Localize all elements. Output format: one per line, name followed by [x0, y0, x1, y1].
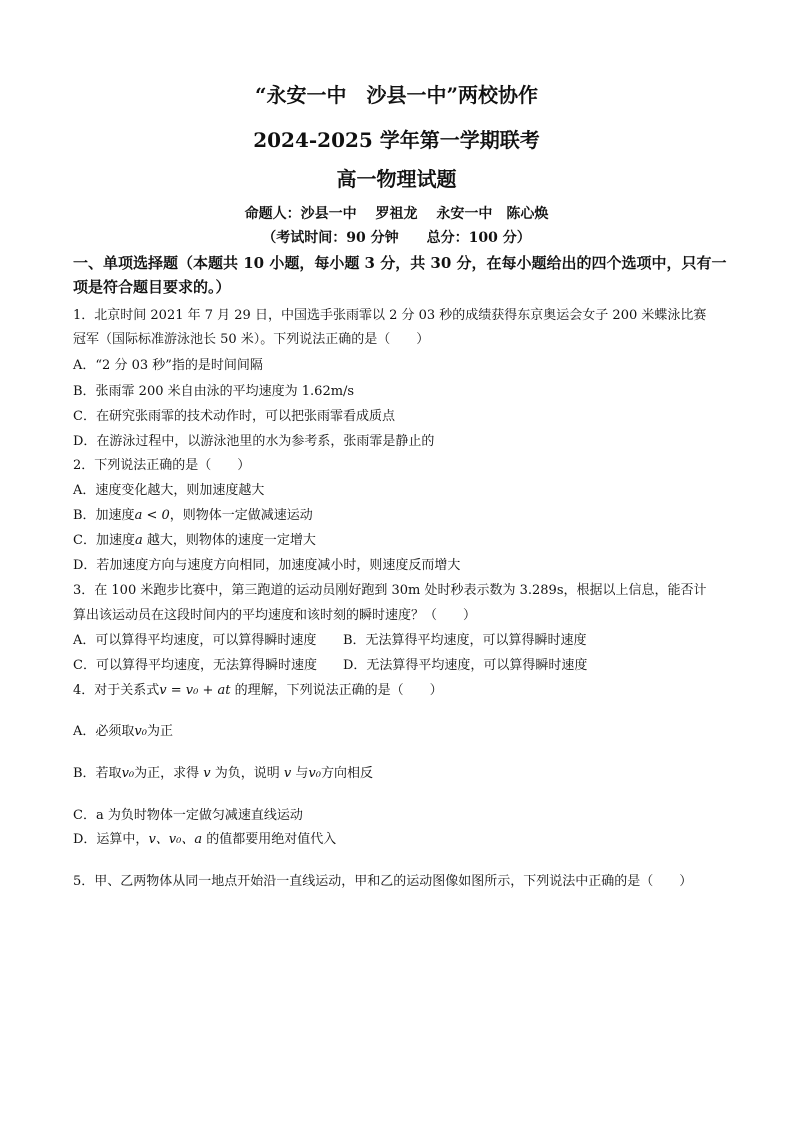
q4-option-a-prefix: A．必须取: [73, 724, 135, 739]
q3-option-a: A．可以算得平均速度，可以算得瞬时速度: [73, 633, 317, 648]
q5-stem: 5．甲、乙两物体从同一地点开始沿一直线运动，甲和乙的运动图像如图所示，下列说法中正确的是（ ）: [73, 874, 693, 889]
q4-option-d: [73, 828, 336, 847]
q2-stem: 2．下列说法正确的是（ ）: [73, 458, 251, 473]
q1-option-b: B．张雨霏 200 米自由泳的平均速度为 1.62m/s: [73, 384, 355, 399]
q1-option-a: A．“2 分 03 秒”指的是时间间隔: [73, 358, 263, 373]
q1-option-c: C．在研究张雨霏的技术动作时，可以把张雨霏看成质点: [73, 409, 395, 424]
q2-option-b: [73, 504, 313, 523]
q3-option-c: C．可以算得平均速度，无法算得瞬时速度: [73, 658, 317, 673]
exam-title-schools: “永安一中 沙县一中”两校协作: [254, 83, 538, 107]
q2-option-b-suffix: ，则物体一定做减速运动: [169, 508, 313, 523]
q2-option-c-var: a: [134, 533, 143, 548]
q4-option-b-mid3: 与: [291, 766, 309, 781]
exam-title-term: 2024-2025 学年第一学期联考: [253, 128, 540, 152]
q4-stem-prefix: 4．对于关系式: [73, 683, 160, 698]
q4-option-d-vars: v、v₀、a: [148, 832, 203, 847]
exam-title-subject: 高一物理试题: [336, 167, 457, 191]
q4-stem-suffix: 的理解，下列说法正确的是（ ）: [230, 683, 443, 698]
q4-stem: [73, 679, 443, 698]
exam-info: （考试时间：90 分钟 总分：100 分）: [262, 230, 531, 246]
q2-option-c-prefix: C．加速度: [73, 533, 135, 548]
q4-option-b-v: v: [203, 766, 211, 781]
q2-option-b-math: a < 0: [134, 508, 170, 523]
q3-stem-line1: 3．在 100 米跑步比赛中，第三跑道的运动员刚好跑到 30m 处时秒表示数为 3.289s，根据以上信息，能否计: [73, 583, 707, 598]
q1-stem-line2: 冠军（国际标准游泳池长 50 米）。下列说法正确的是（ ）: [73, 332, 430, 347]
q1-option-d: D．在游泳过程中，以游泳池里的水为参考系，张雨霏是静止的: [73, 434, 435, 449]
exam-authors: 命题人：沙县一中 罗祖龙 永安一中 陈心焕: [244, 206, 549, 222]
q4-option-d-suffix: 的值都要用绝对值代入: [202, 832, 337, 847]
q4-option-c: C．a 为负时物体一定做匀减速直线运动: [73, 808, 303, 823]
q4-option-b-v0: v₀: [121, 766, 135, 781]
q4-option-b-prefix: B．若取: [73, 766, 122, 781]
q4-option-b-mid1: 为正，求得: [134, 766, 204, 781]
q4-option-a: [73, 720, 173, 739]
q3-stem-line2: 算出该运动员在这段时间内的平均速度和该时刻的瞬时速度？（ ）: [73, 608, 477, 623]
q1-stem-line1: 1．北京时间 2021 年 7 月 29 日，中国选手张雨霏以 2 分 03 秒的成绩获得东京奥运会女子 200 米蝶泳比赛: [73, 308, 707, 323]
q4-option-b-v0-2: v₀: [308, 766, 321, 781]
q2-option-c-suffix: 越大，则物体的速度一定增大: [142, 533, 316, 548]
q4-option-b: [73, 762, 373, 781]
q2-option-b-prefix: B．加速度: [73, 508, 135, 523]
q4-option-d-prefix: D．运算中，: [73, 832, 149, 847]
q4-option-b-suffix: 方向相反: [320, 766, 373, 781]
q3-options-row1: [73, 629, 587, 648]
q4-option-b-mid2: 为负，说明: [210, 766, 284, 781]
q4-formula: v = v₀ + at: [159, 683, 231, 698]
q4-option-a-v0: v₀: [134, 724, 147, 739]
q2-option-a: A．速度变化越大，则加速度越大: [73, 483, 265, 498]
q4-option-a-suffix: 为正: [146, 724, 173, 739]
q3-option-b: B．无法算得平均速度，可以算得瞬时速度: [343, 633, 587, 648]
section-heading: 一、单项选择题（本题共 10 小题，每小题 3 分，共 30 分，在每小题给出的四个选项中，只有一项是符合题目要求的。）: [73, 254, 727, 296]
q2-option-c: [73, 529, 316, 548]
q3-options-row2: [73, 654, 587, 673]
q2-option-d: D．若加速度方向与速度方向相同，加速度减小时，则速度反而增大: [73, 558, 461, 573]
q3-option-d: D．无法算得平均速度，可以算得瞬时速度: [343, 658, 588, 673]
q4-option-b-v-2: v: [283, 766, 292, 781]
